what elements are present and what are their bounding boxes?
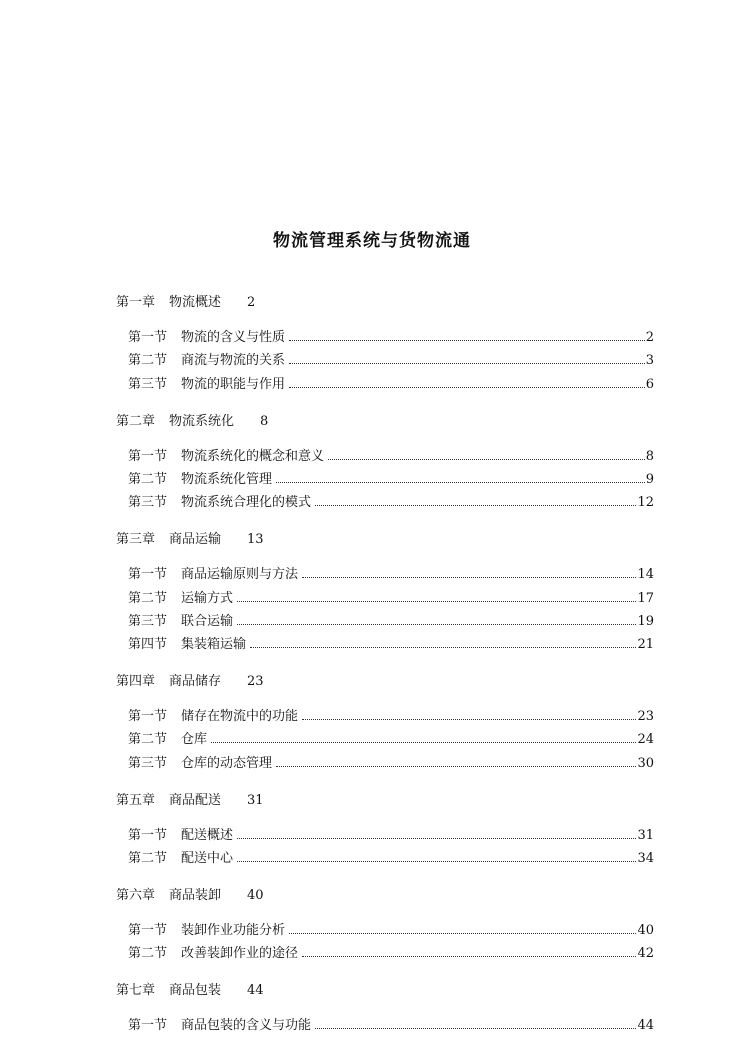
dot-leader bbox=[289, 371, 645, 388]
chapter-number: 第七章 bbox=[116, 983, 156, 999]
toc-section[interactable] bbox=[128, 726, 654, 747]
section-page-number: 12 bbox=[637, 495, 654, 511]
toc-section[interactable] bbox=[128, 631, 654, 652]
chapter-page-number: 44 bbox=[247, 983, 264, 999]
dot-leader bbox=[237, 585, 636, 602]
chapter-title: 商品包装 bbox=[169, 983, 222, 999]
section-title: 装卸作业功能分析 bbox=[181, 923, 286, 938]
dot-leader bbox=[211, 726, 636, 743]
section-number: 第三节 bbox=[128, 495, 168, 511]
section-page-number: 24 bbox=[637, 732, 654, 748]
section-title: 储存在物流中的功能 bbox=[181, 709, 299, 725]
section-title: 仓库 bbox=[181, 732, 208, 748]
section-number: 第三节 bbox=[128, 755, 168, 771]
section-page-number: 8 bbox=[645, 448, 654, 464]
chapter-page-number: 13 bbox=[247, 532, 264, 548]
toc-chapter[interactable] bbox=[116, 291, 255, 310]
section-page-number: 44 bbox=[637, 1018, 654, 1034]
toc-section[interactable] bbox=[128, 371, 654, 392]
chapter-number: 第二章 bbox=[116, 413, 156, 429]
section-title: 物流的含义与性质 bbox=[181, 330, 286, 345]
section-title: 改善装卸作业的途径 bbox=[181, 946, 299, 962]
section-number: 第二节 bbox=[128, 946, 168, 962]
section-page-number: 17 bbox=[637, 590, 654, 606]
chapter-page-number: 8 bbox=[260, 413, 269, 429]
section-number: 第一节 bbox=[128, 923, 168, 938]
section-page-number: 42 bbox=[637, 946, 654, 962]
toc-section[interactable] bbox=[128, 940, 654, 961]
toc-section[interactable] bbox=[128, 822, 654, 843]
dot-leader bbox=[276, 750, 636, 767]
dot-leader bbox=[276, 466, 645, 483]
section-page-number: 19 bbox=[637, 613, 654, 629]
chapter-title: 商品储存 bbox=[169, 674, 222, 690]
section-title: 运输方式 bbox=[181, 590, 234, 606]
toc-section[interactable] bbox=[128, 703, 654, 724]
section-page-number: 40 bbox=[637, 923, 654, 938]
dot-leader bbox=[237, 822, 636, 839]
section-number: 第一节 bbox=[128, 709, 168, 725]
toc-section[interactable] bbox=[128, 324, 654, 345]
section-title: 商流与物流的关系 bbox=[181, 353, 286, 369]
section-title: 物流系统合理化的模式 bbox=[181, 495, 312, 511]
section-title: 商品包装的含义与功能 bbox=[181, 1018, 312, 1034]
section-title: 配送中心 bbox=[181, 851, 234, 866]
chapter-page-number: 23 bbox=[247, 674, 264, 690]
section-number: 第一节 bbox=[128, 1018, 168, 1034]
section-number: 第三节 bbox=[128, 613, 168, 629]
toc-chapter[interactable] bbox=[116, 979, 264, 998]
toc-chapter[interactable] bbox=[116, 528, 264, 547]
section-title: 仓库的动态管理 bbox=[181, 755, 273, 771]
toc-chapter[interactable] bbox=[116, 789, 264, 808]
toc-section[interactable] bbox=[128, 845, 654, 866]
toc-section[interactable] bbox=[128, 489, 654, 510]
section-page-number: 21 bbox=[637, 637, 654, 653]
document-title: 物流管理系统与货物流通 bbox=[273, 231, 471, 251]
toc-chapter[interactable] bbox=[116, 670, 264, 689]
toc-section[interactable] bbox=[128, 917, 654, 938]
section-number: 第一节 bbox=[128, 567, 168, 583]
section-number: 第二节 bbox=[128, 851, 168, 866]
dot-leader bbox=[315, 1012, 636, 1029]
dot-leader bbox=[289, 324, 645, 341]
section-page-number: 3 bbox=[645, 353, 654, 369]
toc-section[interactable] bbox=[128, 1012, 654, 1033]
chapter-title: 商品配送 bbox=[169, 792, 222, 808]
section-number: 第四节 bbox=[128, 637, 168, 653]
chapter-title: 物流系统化 bbox=[169, 413, 235, 429]
section-number: 第三节 bbox=[128, 376, 168, 392]
chapter-title: 商品装卸 bbox=[169, 888, 222, 903]
dot-leader bbox=[289, 347, 645, 364]
toc-section[interactable] bbox=[128, 585, 654, 606]
section-title: 配送概述 bbox=[181, 827, 234, 843]
chapter-page-number: 31 bbox=[247, 792, 264, 808]
section-number: 第二节 bbox=[128, 353, 168, 369]
dot-leader bbox=[302, 940, 636, 957]
section-number: 第二节 bbox=[128, 732, 168, 748]
chapter-page-number: 40 bbox=[247, 888, 264, 903]
chapter-number: 第一章 bbox=[116, 295, 156, 310]
section-page-number: 30 bbox=[637, 755, 654, 771]
section-title: 物流系统化的概念和意义 bbox=[181, 448, 325, 464]
dot-leader bbox=[328, 443, 645, 460]
section-page-number: 9 bbox=[645, 471, 654, 487]
chapter-number: 第四章 bbox=[116, 674, 156, 690]
section-title: 物流系统化管理 bbox=[181, 471, 273, 487]
section-page-number: 23 bbox=[637, 709, 654, 725]
section-number: 第一节 bbox=[128, 827, 168, 843]
toc-section[interactable] bbox=[128, 561, 654, 582]
chapter-title: 商品运输 bbox=[169, 532, 222, 548]
section-number: 第二节 bbox=[128, 590, 168, 606]
section-number: 第一节 bbox=[128, 448, 168, 464]
dot-leader bbox=[289, 917, 636, 934]
dot-leader bbox=[237, 608, 636, 625]
toc-chapter[interactable] bbox=[116, 410, 268, 429]
section-page-number: 2 bbox=[645, 330, 654, 345]
chapter-number: 第五章 bbox=[116, 792, 156, 808]
section-title: 联合运输 bbox=[181, 613, 234, 629]
chapter-page-number: 2 bbox=[247, 295, 256, 310]
section-page-number: 6 bbox=[645, 376, 654, 392]
dot-leader bbox=[250, 631, 636, 648]
section-page-number: 31 bbox=[637, 827, 654, 843]
chapter-number: 第六章 bbox=[116, 888, 156, 903]
dot-leader bbox=[302, 561, 636, 578]
toc-section[interactable] bbox=[128, 750, 654, 771]
dot-leader bbox=[315, 489, 636, 506]
toc-section[interactable] bbox=[128, 466, 654, 487]
section-title: 商品运输原则与方法 bbox=[181, 567, 299, 583]
toc-section[interactable] bbox=[128, 608, 654, 629]
section-number: 第一节 bbox=[128, 330, 168, 345]
chapter-title: 物流概述 bbox=[169, 295, 222, 310]
toc-section[interactable] bbox=[128, 443, 654, 464]
section-title: 集装箱运输 bbox=[181, 637, 247, 653]
section-title: 物流的职能与作用 bbox=[181, 376, 286, 392]
section-number: 第二节 bbox=[128, 471, 168, 487]
chapter-number: 第三章 bbox=[116, 532, 156, 548]
toc-chapter[interactable] bbox=[116, 884, 264, 903]
section-page-number: 14 bbox=[637, 567, 654, 583]
dot-leader bbox=[237, 845, 636, 862]
section-page-number: 34 bbox=[637, 851, 654, 866]
dot-leader bbox=[302, 703, 636, 720]
toc-section[interactable] bbox=[128, 347, 654, 368]
